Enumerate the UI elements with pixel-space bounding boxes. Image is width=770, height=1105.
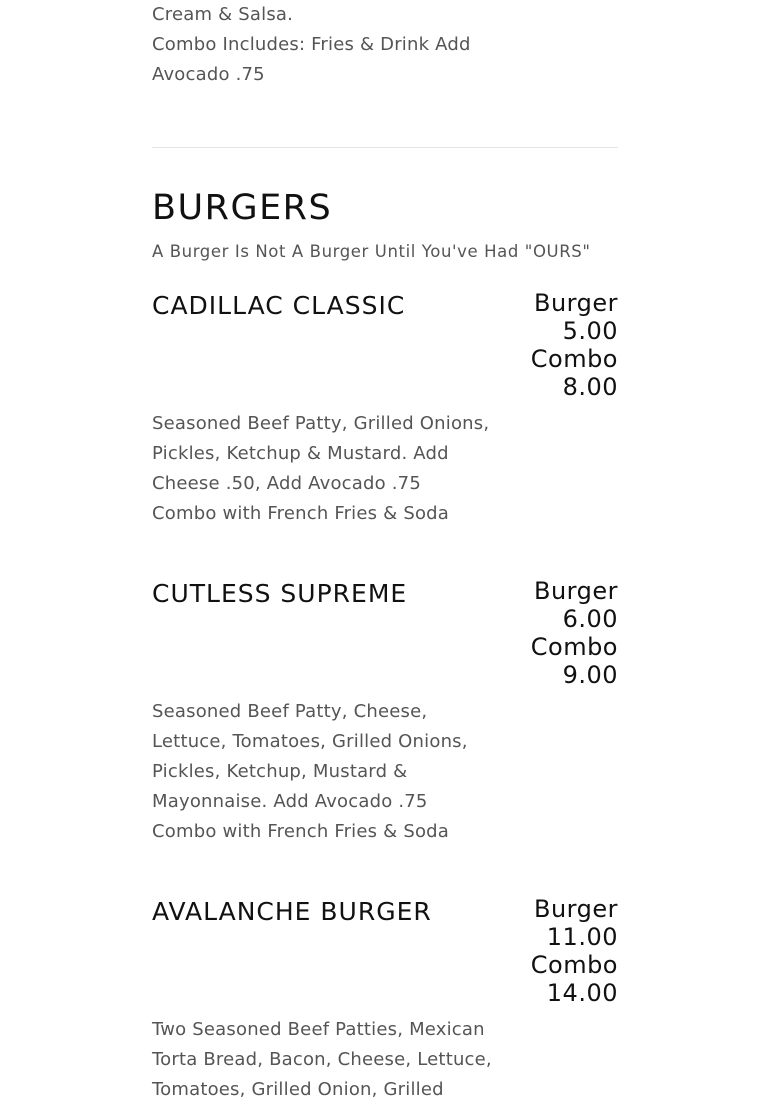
item-name: AVALANCHE BURGER <box>152 897 432 926</box>
item-description <box>152 697 512 847</box>
price-label: Combo <box>530 345 618 373</box>
description-line: Two Seasoned Beef Patties, Mexican <box>152 1019 485 1040</box>
price-value: 6.00 <box>562 605 618 633</box>
previous-item-description <box>152 0 492 90</box>
description-line: Avocado .75 <box>152 64 265 85</box>
price-label: Combo <box>530 633 618 661</box>
item-prices <box>498 289 618 401</box>
price-label: Burger <box>534 289 618 317</box>
item-prices <box>498 577 618 689</box>
section-divider <box>152 147 618 148</box>
description-line: Combo with French Fries & Soda <box>152 503 450 524</box>
price-label: Combo <box>530 951 618 979</box>
description-line: Combo with French Fries & Soda <box>152 821 450 842</box>
description-line: Seasoned Beef Patty, Grilled Onions, <box>152 413 490 434</box>
description-line: Pickles, Ketchup & Mustard. Add <box>152 443 449 464</box>
description-line: Cheese .50, Add Avocado .75 <box>152 473 421 494</box>
price-value: 9.00 <box>562 661 618 689</box>
description-line: Torta Bread, Bacon, Cheese, Lettuce, <box>152 1049 492 1070</box>
price-label: Burger <box>534 895 618 923</box>
item-name: CADILLAC CLASSIC <box>152 291 406 320</box>
description-line: Lettuce, Tomatoes, Grilled Onions, <box>152 731 468 752</box>
item-description <box>152 1015 512 1105</box>
description-line: Combo Includes: Fries & Drink Add <box>152 34 471 55</box>
section-title: BURGERS <box>152 188 333 228</box>
item-prices <box>498 895 618 1007</box>
section-subtitle: A Burger Is Not A Burger Until You've Had "OURS" <box>152 242 591 261</box>
description-line: Mayonnaise. Add Avocado .75 <box>152 791 428 812</box>
price-value: 11.00 <box>546 923 618 951</box>
price-value: 5.00 <box>562 317 618 345</box>
item-description <box>152 409 512 529</box>
description-line: Pickles, Ketchup, Mustard & <box>152 761 408 782</box>
description-line: Tomatoes, Grilled Onion, Grilled <box>152 1079 444 1100</box>
price-label: Burger <box>534 577 618 605</box>
description-line: Cream & Salsa. <box>152 4 294 25</box>
price-value: 14.00 <box>546 979 618 1007</box>
item-name: CUTLESS SUPREME <box>152 579 408 608</box>
price-value: 8.00 <box>562 373 618 401</box>
description-line: Seasoned Beef Patty, Cheese, <box>152 701 428 722</box>
